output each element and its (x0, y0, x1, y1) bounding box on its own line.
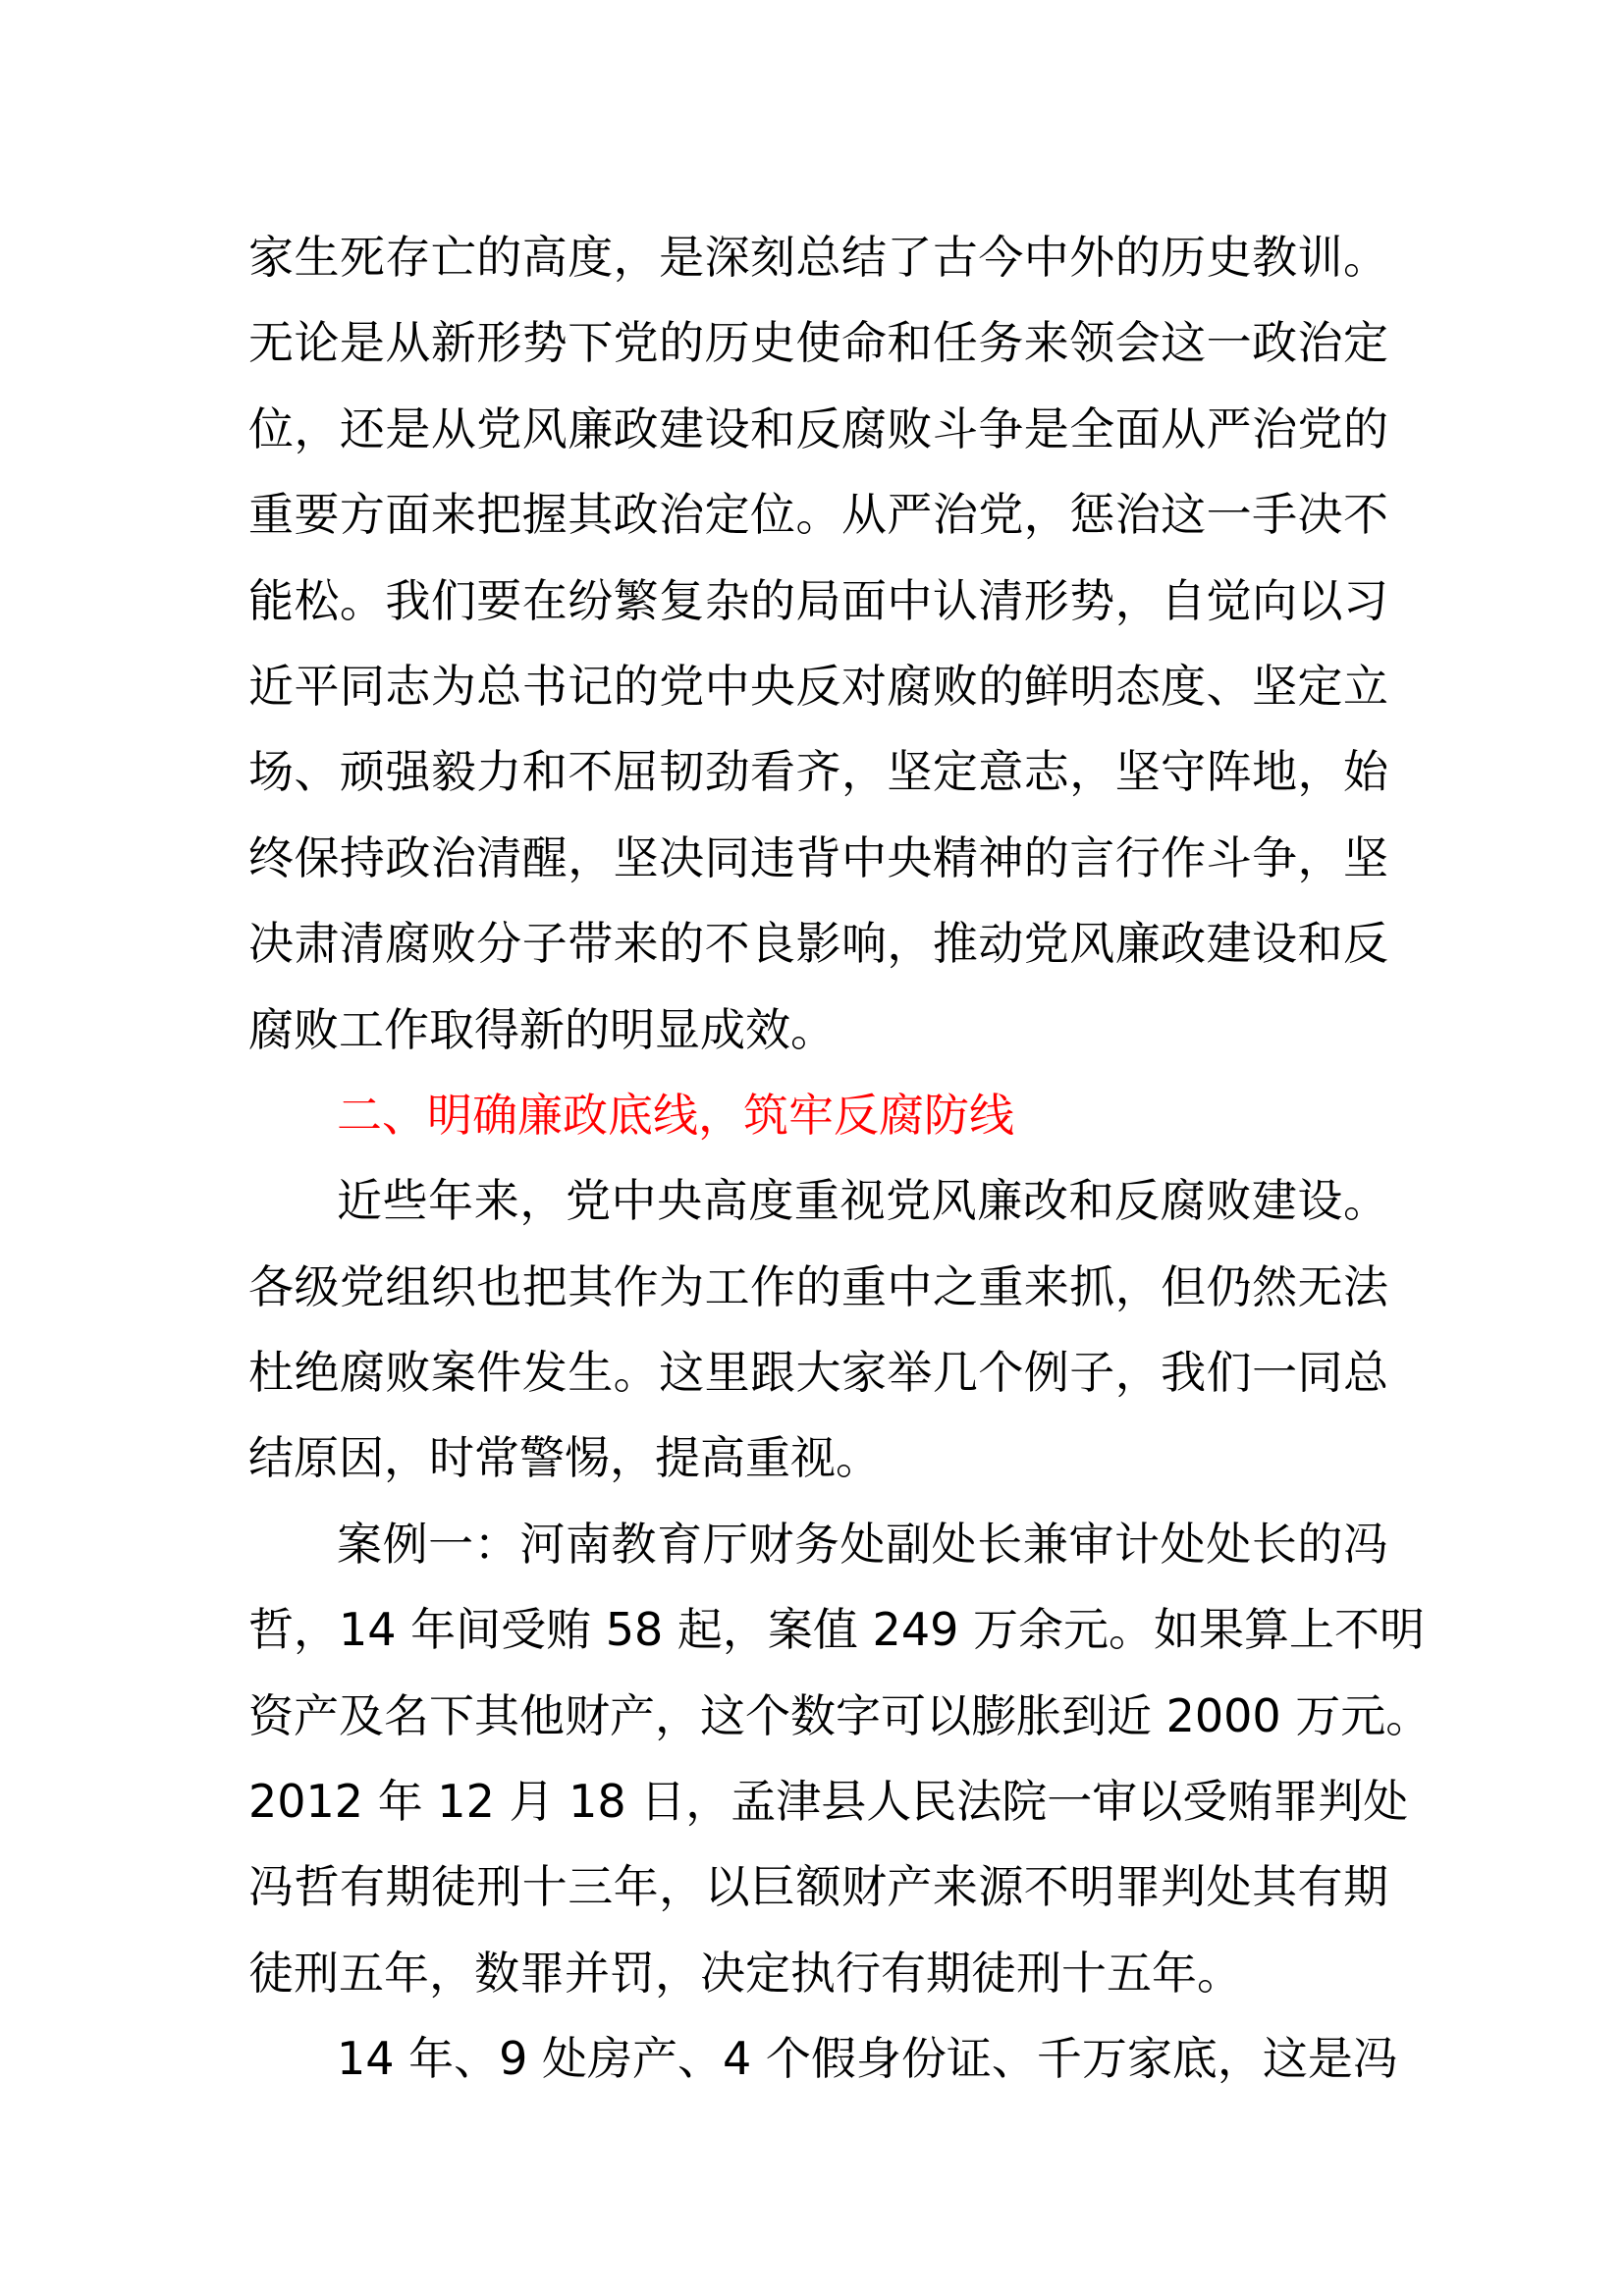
paragraph (248, 2016, 1398, 2102)
text-line: 决肃清腐败分子带来的不良影响，推动党风廉政建设和反 (248, 917, 1388, 971)
text-line: 各级党组织也把其作为工作的重中之重来抓，但仍然无法 (248, 1259, 1388, 1313)
text-line: 2012 年 12 月 18 日，孟津县人民法院一审以受贿罪判处 (248, 1775, 1409, 1829)
document-body (248, 215, 1432, 2103)
text-line: 徒刑五年，数罪并罚，决定执行有期徒刑十五年。 (248, 1946, 1242, 2000)
text-line: 终保持政治清醒，坚决同违背中央精神的言行作斗争，坚 (248, 830, 1388, 884)
section-heading (248, 1073, 1388, 1158)
text-line: 家生死存亡的高度，是深刻总结了古今中外的历史教训。 (248, 231, 1388, 284)
paragraph (248, 215, 1388, 1073)
text-line: 近平同志为总书记的党中央反对腐败的鲜明态度、坚定立 (248, 659, 1388, 713)
text-line: 14 年、9 处房产、4 个假身份证、千万家底，这是冯 (337, 2032, 1398, 2086)
paragraph (248, 1502, 1432, 2016)
text-line: 冯哲有期徒刑十三年，以巨额财产来源不明罪判处其有期 (248, 1860, 1388, 1914)
heading-text: 二、明确廉政底线，筑牢反腐防线 (337, 1088, 1014, 1142)
text-line: 无论是从新形势下党的历史使命和任务来领会这一政治定 (248, 316, 1388, 370)
text-line: 资产及名下其他财产，这个数字可以膨胀到近 2000 万元。 (248, 1688, 1432, 1742)
text-line: 案例一：河南教育厅财务处副处长兼审计处处长的冯 (337, 1517, 1388, 1571)
paragraph (248, 1158, 1388, 1502)
text-line: 结原因，时常警惕，提高重视。 (248, 1431, 881, 1485)
text-line: 位，还是从党风廉政建设和反腐败斗争是全面从严治党的 (248, 401, 1388, 455)
text-line: 哲，14 年间受贿 58 起，案值 249 万余元。如果算上不明 (248, 1603, 1425, 1657)
text-line: 腐败工作取得新的明显成效。 (248, 1002, 836, 1056)
text-line: 重要方面来把握其政治定位。从严治党，惩治这一手决不 (248, 488, 1388, 542)
text-line: 能松。我们要在纷繁复杂的局面中认清形势，自觉向以习 (248, 573, 1388, 627)
text-line: 杜绝腐败案件发生。这里跟大家举几个例子，我们一同总 (248, 1346, 1388, 1400)
text-line: 近些年来，党中央高度重视党风廉改和反腐败建设。 (337, 1174, 1388, 1228)
text-line: 场、顽强毅力和不屈韧劲看齐，坚定意志，坚守阵地，始 (248, 745, 1388, 799)
